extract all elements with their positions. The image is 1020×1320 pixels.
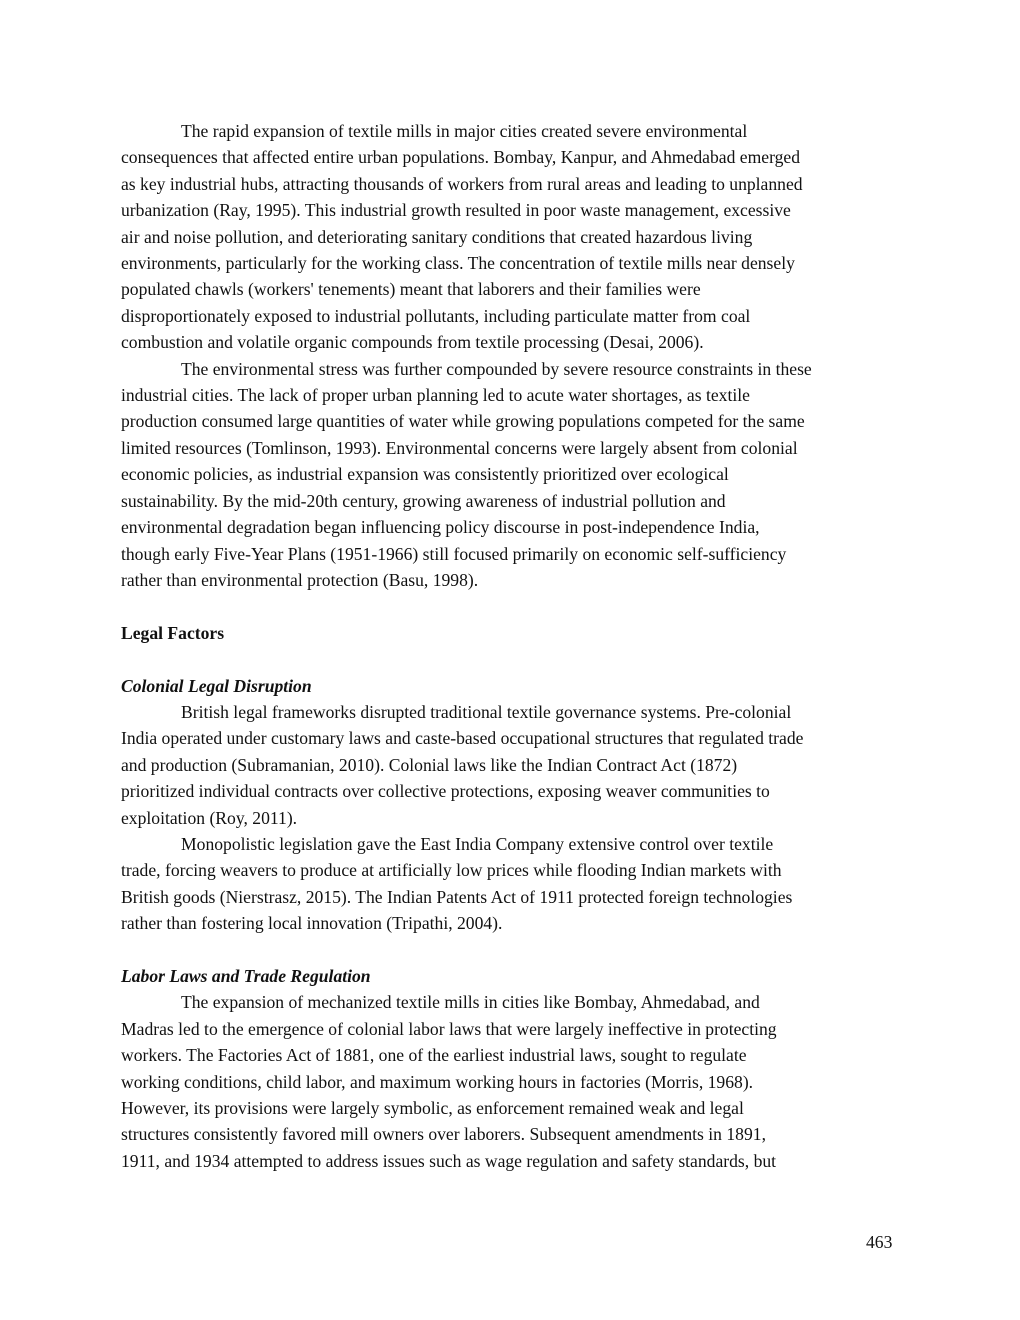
text-line: production consumed large quantities of water while growing populations competed for the same (121, 411, 805, 432)
text-line: workers. The Factories Act of 1881, one of the earliest industrial laws, sought to regulate (121, 1045, 747, 1066)
text-line: exploitation (Roy, 2011). (121, 807, 298, 828)
text-line: industrial cities. The lack of proper urban planning led to acute water shortages, as textile (121, 385, 750, 406)
text-line: structures consistently favored mill owners over laborers. Subsequent amendments in 1891, (121, 1124, 766, 1145)
text-line: The rapid expansion of textile mills in major cities created severe environmental (181, 121, 748, 141)
body-paragraph-labor-laws (121, 989, 901, 1174)
text-line: populated chawls (workers' tenements) meant that laborers and their families were (121, 279, 701, 300)
spacer (121, 937, 901, 963)
text-line: trade, forcing weavers to produce at artificially low prices while flooding Indian markets with (121, 860, 782, 881)
subsection-heading-colonial-legal-disruption: Colonial Legal Disruption (121, 675, 312, 696)
text-line: combustion and volatile organic compounds from textile processing (Desai, 2006). (121, 332, 704, 353)
body-paragraph-environmental-consequences (121, 118, 901, 356)
body-paragraph-legal-frameworks (121, 699, 901, 831)
text-line: rather than fostering local innovation (Tripathi, 2004). (121, 913, 503, 934)
spacer (121, 646, 901, 672)
body-paragraph-resource-constraints (121, 356, 901, 594)
text-line: Monopolistic legislation gave the East India Company extensive control over textile (181, 833, 774, 854)
text-line: disproportionately exposed to industrial pollutants, including particulate matter from coal (121, 305, 751, 326)
document-page (121, 118, 901, 1174)
section-heading-legal-factors: Legal Factors (121, 622, 225, 643)
text-line: air and noise pollution, and deteriorating sanitary conditions that created hazardous living (121, 226, 753, 247)
text-line: working conditions, child labor, and maximum working hours in factories (Morris, 1968). (121, 1071, 754, 1092)
spacer (121, 593, 901, 619)
text-line: The expansion of mechanized textile mills in cities like Bombay, Ahmedabad, and (181, 992, 760, 1013)
text-line: economic policies, as industrial expansion was consistently prioritized over ecological (121, 464, 729, 485)
page-number: 463 (866, 1232, 893, 1252)
subsection-heading-labor-laws: Labor Laws and Trade Regulation (121, 965, 371, 986)
text-line: The environmental stress was further compounded by severe resource constraints in these (181, 358, 812, 379)
text-line: sustainability. By the mid-20th century, growing awareness of industrial pollution and (121, 490, 726, 511)
text-line: Madras led to the emergence of colonial labor laws that were largely ineffective in protecting (121, 1018, 777, 1039)
text-line: environmental degradation began influencing policy discourse in post-independence India, (121, 517, 760, 538)
text-line: as key industrial hubs, attracting thousands of workers from rural areas and leading to unplanned (121, 173, 803, 194)
text-line: India operated under customary laws and caste-based occupational structures that regulated trade (121, 728, 804, 749)
text-line: environments, particularly for the working class. The concentration of textile mills near densely (121, 253, 795, 274)
text-line: rather than environmental protection (Basu, 1998). (121, 569, 479, 590)
text-line: consequences that affected entire urban populations. Bombay, Kanpur, and Ahmedabad emerged (121, 147, 801, 168)
text-line: prioritized individual contracts over collective protections, exposing weaver communities to (121, 781, 770, 802)
text-line: though early Five-Year Plans (1951-1966) still focused primarily on economic self-sufficiency (121, 543, 787, 564)
text-line: However, its provisions were largely symbolic, as enforcement remained weak and legal (121, 1097, 744, 1118)
text-line: British legal frameworks disrupted traditional textile governance systems. Pre-colonial (181, 701, 792, 722)
text-line: limited resources (Tomlinson, 1993). Environmental concerns were largely absent from colonial (121, 437, 798, 458)
text-line: 1911, and 1934 attempted to address issues such as wage regulation and safety standards, but (121, 1150, 777, 1171)
text-line: British goods (Nierstrasz, 2015). The Indian Patents Act of 1911 protected foreign technologies (121, 886, 793, 907)
body-paragraph-monopolistic-legislation (121, 831, 901, 937)
text-line: and production (Subramanian, 2010). Colonial laws like the Indian Contract Act (1872) (121, 754, 738, 775)
text-line: urbanization (Ray, 1995). This industrial growth resulted in poor waste management, excessive (121, 200, 791, 221)
